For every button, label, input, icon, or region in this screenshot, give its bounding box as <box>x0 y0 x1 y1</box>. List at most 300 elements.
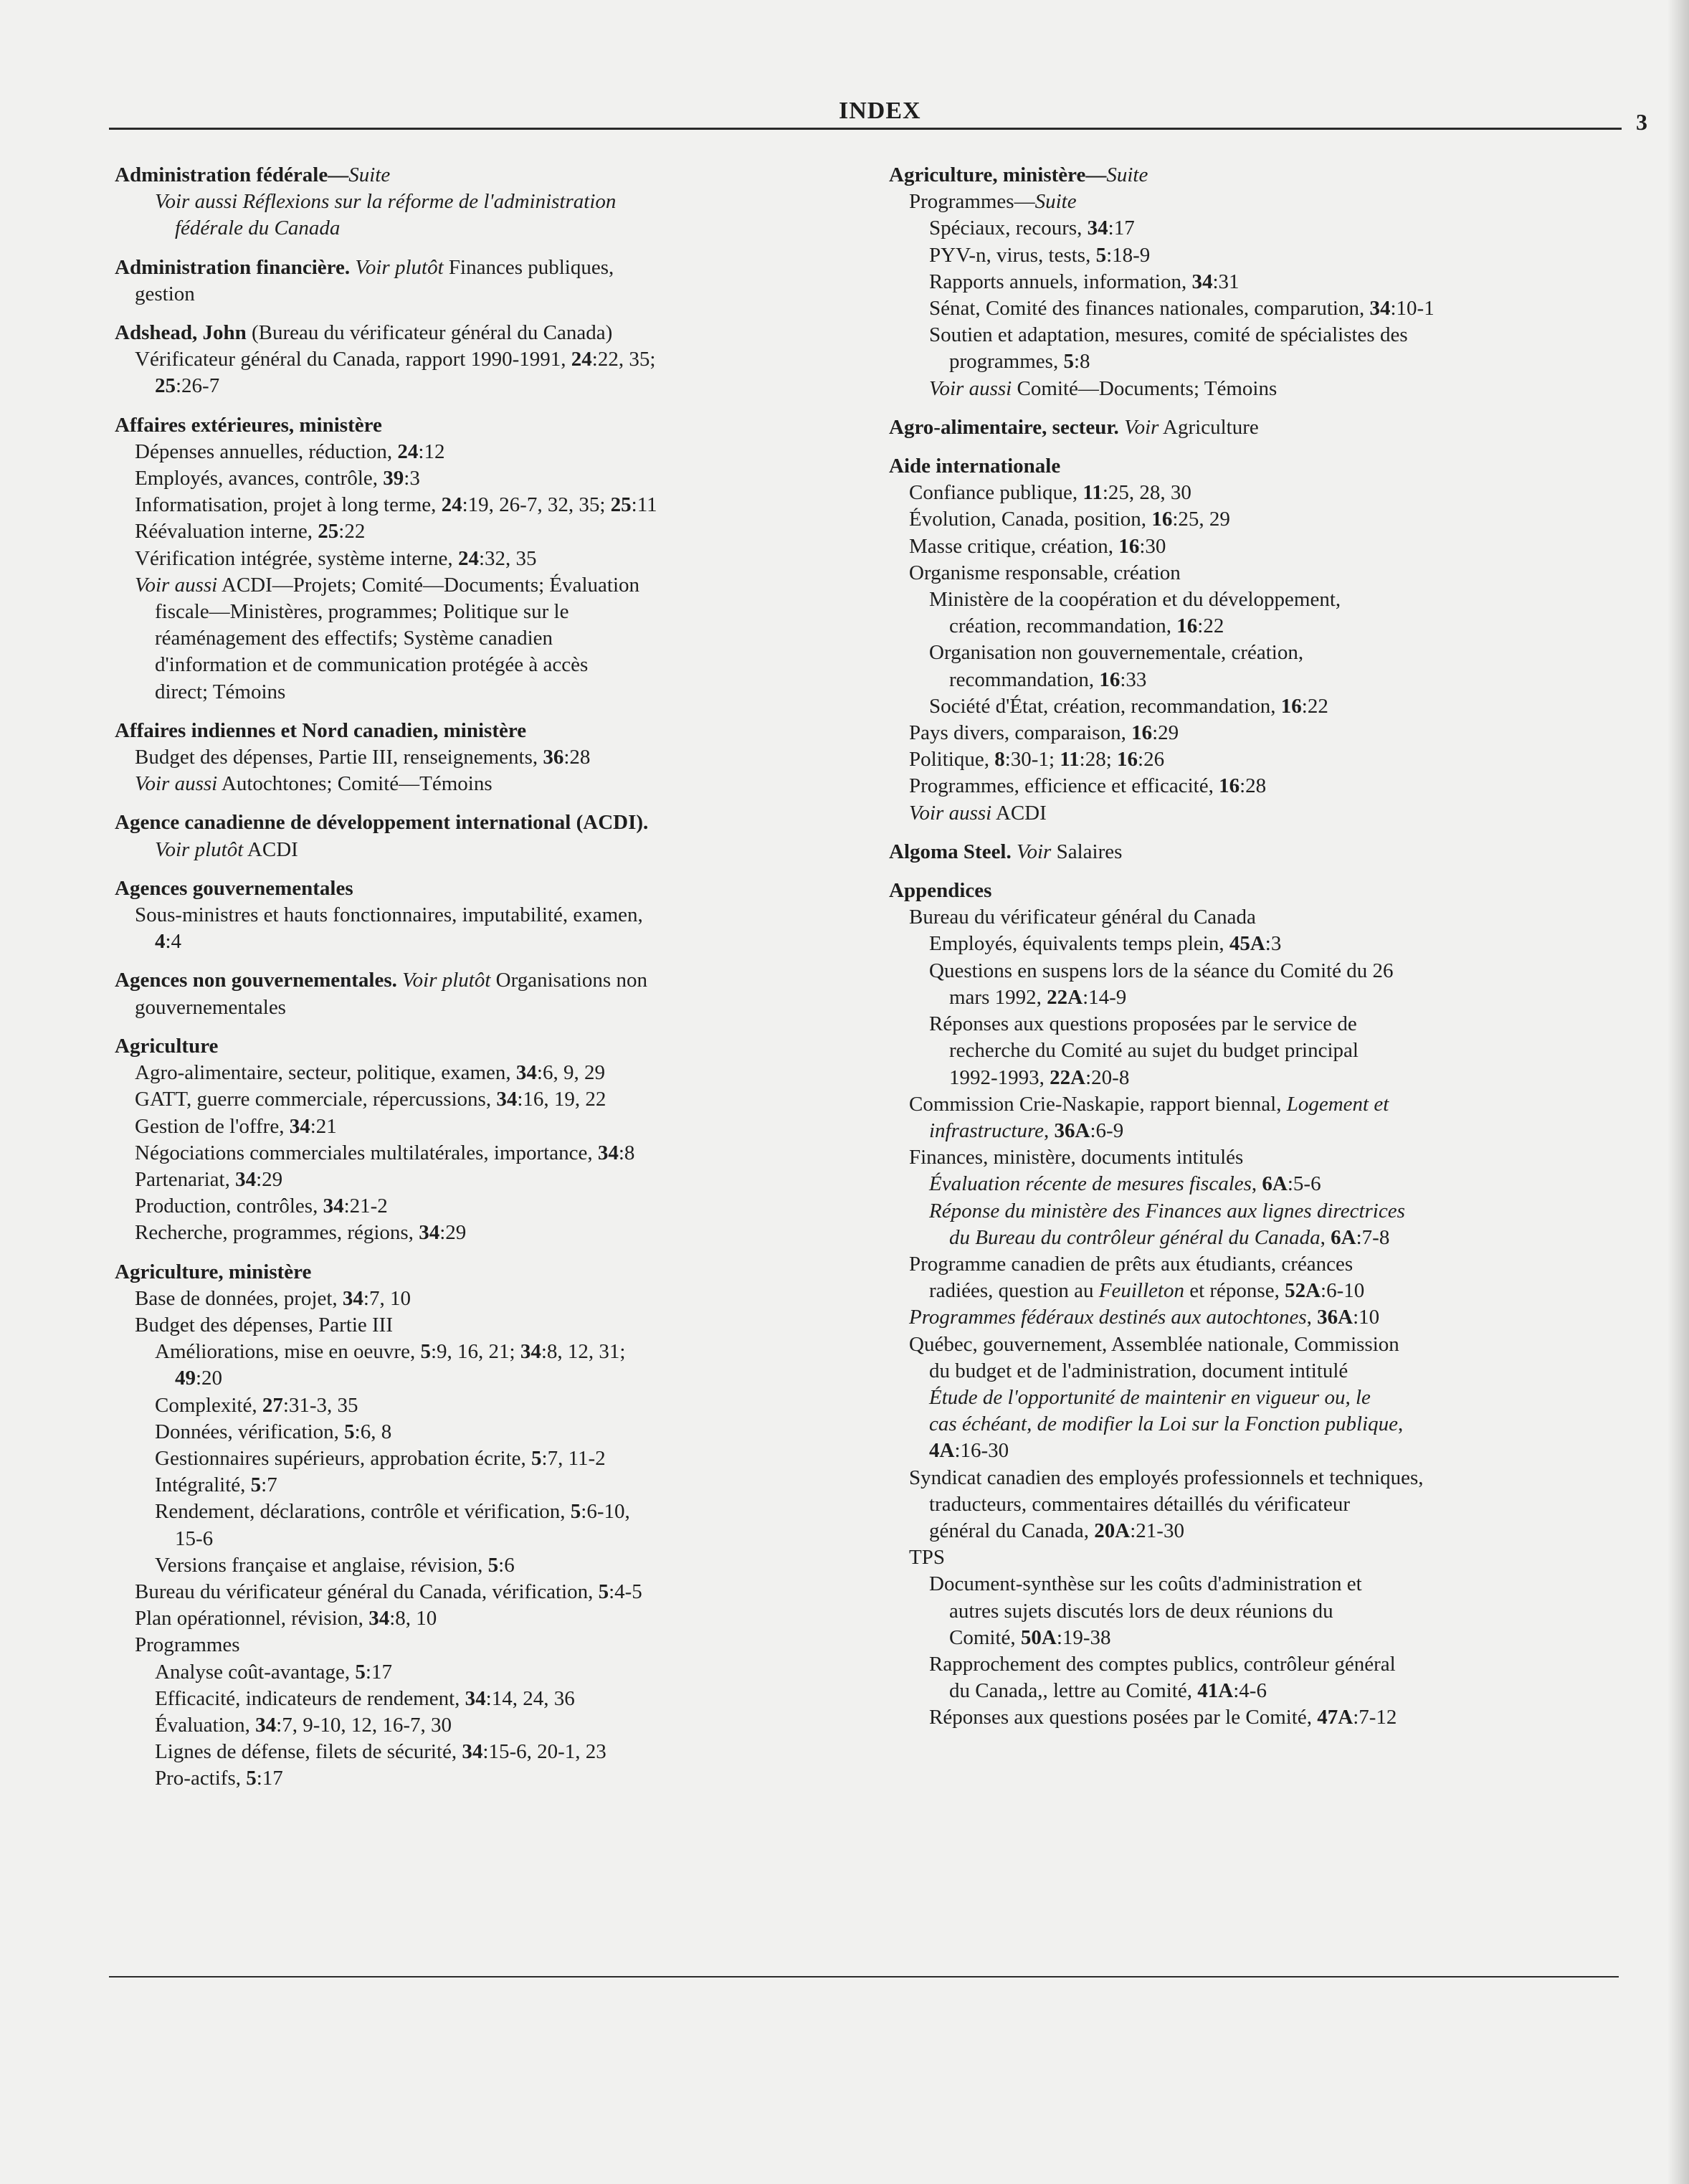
entry-text: Partenariat, <box>135 1167 236 1191</box>
entry-text: :8 <box>1073 350 1090 374</box>
page-edge-shadow <box>1667 0 1689 2184</box>
entry-text: :19, 26-7, 32, 35; <box>462 493 611 517</box>
index-subentry <box>889 931 1642 957</box>
italic-text: Voir aussi <box>909 801 992 825</box>
entry-text: Données, vérification, <box>155 1420 345 1443</box>
index-subentry <box>115 346 867 373</box>
bold-text: 45A <box>1229 932 1265 956</box>
index-heading <box>115 162 867 189</box>
entry-text: Analyse coût-avantage, <box>155 1660 356 1684</box>
entry-text: Budget des dépenses, Partie III <box>135 1313 393 1336</box>
bold-text: 5 <box>1063 350 1074 374</box>
entry-text: Agro-alimentaire, secteur, politique, examen, <box>135 1061 516 1085</box>
entry-text: Organisations non <box>490 969 647 992</box>
bold-text: 5 <box>1095 243 1107 267</box>
entry-text: :29 <box>439 1221 467 1245</box>
bold-text: Agriculture, ministère— <box>889 163 1107 186</box>
entry-text: :4-5 <box>609 1580 642 1603</box>
entry-text: Intégralité, <box>155 1473 251 1497</box>
index-entry <box>115 1259 867 1793</box>
entry-text: , <box>1398 1413 1404 1436</box>
entry-text: Vérification intégrée, système interne, <box>135 546 458 570</box>
index-heading <box>115 1259 867 1286</box>
index-subentry <box>889 1358 1642 1385</box>
index-subentry <box>889 480 1642 506</box>
entry-text: Évaluation, <box>155 1713 256 1737</box>
entry-text: Budget des dépenses, Partie III, renseignements, <box>135 746 543 769</box>
index-subentry <box>115 1419 867 1445</box>
index-entry <box>115 162 867 242</box>
entry-text: :10 <box>1353 1306 1380 1329</box>
italic-text: Voir plutôt <box>402 969 491 992</box>
entry-text: Employés, avances, contrôle, <box>135 467 384 490</box>
index-subentry <box>889 667 1642 693</box>
index-subentry <box>115 1659 867 1686</box>
entry-text: :28; <box>1079 748 1118 771</box>
entry-text: Sous-ministres et hauts fonctionnaires, imputabilité, examen, <box>135 903 643 927</box>
italic-text: Voir plutôt <box>355 255 444 279</box>
index-subentry <box>115 373 867 399</box>
bold-text: Agriculture, ministère <box>115 1260 312 1283</box>
entry-text: Sénat, Comité des finances nationales, comparution, <box>929 297 1370 321</box>
entry-text: :25, 29 <box>1172 508 1230 531</box>
entry-text: :29 <box>1152 721 1179 745</box>
page-number: 3 <box>1636 109 1647 135</box>
entry-text: Évolution, Canada, position, <box>909 508 1152 531</box>
index-heading <box>115 255 867 281</box>
entry-text: Salaires <box>1051 840 1123 863</box>
entry-text: :21-2 <box>343 1195 388 1218</box>
index-subentry <box>889 1118 1642 1144</box>
bold-text: 34 <box>496 1088 518 1111</box>
entry-text: Efficacité, indicateurs de rendement, <box>155 1686 465 1710</box>
entry-text: :30-1; <box>1004 748 1060 771</box>
entry-text: Rapprochement des comptes publics, contrôleur général <box>929 1652 1396 1676</box>
entry-text: :21-30 <box>1130 1519 1184 1542</box>
bold-text: 27 <box>262 1393 283 1417</box>
entry-text: :6, 8 <box>354 1420 392 1443</box>
entry-text: :31 <box>1212 270 1240 293</box>
bold-text: 5 <box>250 1473 262 1497</box>
index-subentry <box>115 465 867 492</box>
entry-text: :28 <box>563 746 591 769</box>
bold-text: 25 <box>155 374 176 398</box>
entry-text: :16, 19, 22 <box>517 1088 606 1111</box>
entry-text: :20-8 <box>1085 1065 1130 1089</box>
entry-text: Base de données, projet, <box>135 1286 343 1310</box>
index-subentry <box>889 1251 1642 1278</box>
entry-text: radiées, question au <box>929 1279 1099 1303</box>
index-subentry <box>889 506 1642 533</box>
bold-text: 16 <box>1118 534 1140 558</box>
entry-text: recommandation, <box>949 668 1100 691</box>
index-heading <box>115 875 867 902</box>
italic-text: Voir aussi <box>135 573 218 597</box>
index-subentry <box>889 560 1642 587</box>
bold-text: 5 <box>344 1420 355 1443</box>
bold-text: 16 <box>1131 721 1153 745</box>
index-subentry <box>115 1552 867 1579</box>
entry-text: général du Canada, <box>929 1519 1095 1542</box>
index-subentry <box>889 533 1642 560</box>
index-subentry <box>889 1571 1642 1597</box>
entry-text: mars 1992, <box>949 985 1047 1009</box>
index-subentry <box>115 1220 867 1246</box>
index-entry <box>889 162 1642 402</box>
entry-text: Plan opérationnel, révision, <box>135 1607 369 1630</box>
bold-text: 34 <box>1369 297 1391 321</box>
index-subentry <box>889 269 1642 295</box>
entry-text: ACDI <box>991 801 1047 825</box>
entry-text: :4-6 <box>1233 1679 1267 1703</box>
entry-text: :7-8 <box>1356 1225 1390 1249</box>
bold-text: 24 <box>397 440 419 463</box>
entry-text: Rendement, déclarations, contrôle et vérification, <box>155 1500 571 1524</box>
entry-text: création, recommandation, <box>949 614 1177 638</box>
index-subentry <box>115 1365 867 1392</box>
bold-text: 50A <box>1020 1625 1057 1649</box>
entry-text: :12 <box>418 440 445 463</box>
index-subentry <box>115 744 867 771</box>
bold-text: 5 <box>531 1446 542 1470</box>
index-entry <box>115 412 867 706</box>
entry-text: direct; Témoins <box>155 680 286 703</box>
italic-text: Voir aussi <box>929 376 1012 400</box>
entry-text: du Canada,, lettre au Comité, <box>949 1679 1198 1703</box>
index-subentry <box>115 652 867 678</box>
entry-text: Autochtones; Comité—Témoins <box>217 772 493 796</box>
entry-text: :4 <box>165 930 182 954</box>
entry-text: Bureau du vérificateur général du Canada, vérification, <box>135 1580 599 1603</box>
bold-text: 34 <box>323 1195 344 1218</box>
index-heading <box>889 162 1642 189</box>
bold-text: 20A <box>1094 1519 1131 1542</box>
index-subentry <box>889 613 1642 640</box>
bold-text: Aide internationale <box>889 455 1061 478</box>
entry-text: Commission Crie-Naskapie, rapport biennal, <box>909 1092 1287 1116</box>
entry-text: Vérificateur général du Canada, rapport 1990-1991, <box>135 348 571 371</box>
bold-text: 25 <box>318 520 339 543</box>
entry-text: (Bureau du vérificateur général du Canada) <box>246 321 613 345</box>
entry-text: Masse critique, création, <box>909 534 1119 558</box>
index-entry <box>115 1033 867 1247</box>
index-subentry <box>115 1445 867 1472</box>
bold-text: 34 <box>342 1286 363 1310</box>
index-subentry <box>889 376 1642 402</box>
entry-text: Gestionnaires supérieurs, approbation écrite, <box>155 1446 532 1470</box>
index-heading <box>115 718 867 744</box>
bold-text: Agence canadienne de développement international (ACDI). <box>115 811 649 835</box>
bold-text: 22A <box>1050 1065 1086 1089</box>
index-subentry <box>889 1225 1642 1251</box>
entry-text: Confiance publique, <box>909 481 1083 505</box>
index-subentry <box>115 1286 867 1312</box>
entry-text: Société d'État, création, recommandation, <box>929 694 1281 718</box>
index-subentry <box>115 1392 867 1419</box>
italic-text: Voir <box>1017 840 1052 863</box>
index-subentry <box>115 837 867 863</box>
entry-text: :16-30 <box>954 1439 1009 1463</box>
entry-text: :22 <box>338 520 366 543</box>
index-subentry <box>889 1411 1642 1438</box>
bold-text: 36 <box>543 746 564 769</box>
italic-text: du Bureau du contrôleur général du Canada <box>949 1225 1321 1249</box>
index-subentry <box>115 1499 867 1525</box>
entry-text: , <box>1044 1119 1055 1142</box>
index-subentry <box>115 546 867 572</box>
index-entry <box>115 255 867 308</box>
entry-text: :14, 24, 36 <box>485 1686 575 1710</box>
index-subentry <box>115 1712 867 1739</box>
entry-text: GATT, guerre commerciale, répercussions, <box>135 1088 497 1111</box>
entry-text: :21 <box>310 1114 337 1138</box>
bold-text: 34 <box>235 1167 257 1191</box>
bold-text: 34 <box>255 1713 277 1737</box>
entry-text: :9, 16, 21; <box>430 1340 520 1364</box>
index-subentry <box>889 1091 1642 1118</box>
bold-text: 16 <box>1117 748 1138 771</box>
index-subentry <box>889 746 1642 773</box>
index-subentry <box>115 1140 867 1167</box>
bold-text: 34 <box>289 1114 310 1138</box>
entry-text: Améliorations, mise en oeuvre, <box>155 1340 421 1364</box>
index-entry <box>889 414 1642 441</box>
entry-text: Pro-actifs, <box>155 1767 247 1790</box>
bold-text: 6A <box>1262 1172 1288 1196</box>
entry-text: , <box>1251 1172 1262 1196</box>
index-subentry <box>889 720 1642 746</box>
italic-text: Réponse du ministère des Finances aux lignes directrices <box>929 1199 1405 1222</box>
entry-text: :29 <box>256 1167 283 1191</box>
italic-text: Étude de l'opportunité de maintenir en vigueur ou, le <box>929 1385 1371 1409</box>
index-entry <box>889 839 1642 865</box>
index-subentry <box>115 492 867 518</box>
entry-text: :20 <box>196 1367 223 1390</box>
index-subentry <box>889 1065 1642 1091</box>
index-heading <box>889 878 1642 904</box>
entry-text: :11 <box>631 493 657 517</box>
index-subentry <box>889 958 1642 984</box>
index-subentry <box>889 640 1642 666</box>
entry-text: :3 <box>404 467 420 490</box>
italic-text: Programmes fédéraux destinés aux autochtones <box>909 1306 1307 1329</box>
entry-text: Agriculture <box>1158 415 1259 439</box>
entry-text: :6 <box>498 1553 515 1577</box>
entry-text: Organisme responsable, création <box>909 561 1181 584</box>
entry-text: Programme canadien de prêts aux étudiants, créances <box>909 1252 1353 1276</box>
bold-text: 34 <box>597 1141 619 1164</box>
bold-text: 34 <box>462 1740 483 1764</box>
entry-text: Gestion de l'offre, <box>135 1114 290 1138</box>
bold-text: 6A <box>1331 1225 1356 1249</box>
bold-text: 5 <box>598 1580 609 1603</box>
index-subentry <box>115 1739 867 1765</box>
italic-text: cas échéant, de modifier la Loi sur la Fonction publique <box>929 1413 1399 1436</box>
italic-text: Voir aussi Réflexions sur la réforme de l'administration <box>155 190 617 214</box>
index-subentry <box>115 215 867 242</box>
bold-text: 34 <box>520 1340 541 1364</box>
bold-text: Adshead, John <box>115 321 247 345</box>
entry-text: :3 <box>1265 932 1282 956</box>
entry-text: :17 <box>1108 217 1135 240</box>
entry-text: Finances, ministère, documents intitulés <box>909 1146 1244 1169</box>
entry-text: Spéciaux, recours, <box>929 217 1088 240</box>
entry-text: :10-1 <box>1390 297 1435 321</box>
entry-text: 15-6 <box>175 1527 214 1550</box>
index-subentry <box>889 773 1642 799</box>
entry-text: Programmes— <box>909 190 1035 214</box>
entry-text: :14-9 <box>1083 985 1127 1009</box>
entry-text: :26-7 <box>176 374 220 398</box>
bold-text: 22A <box>1047 985 1083 1009</box>
index-subentry <box>889 904 1642 931</box>
bold-text: 24 <box>571 348 592 371</box>
index-subentry <box>115 1605 867 1632</box>
index-subentry <box>115 518 867 545</box>
entry-text: Production, contrôles, <box>135 1195 323 1218</box>
entry-text: :28 <box>1240 774 1267 798</box>
entry-text: Rapports annuels, information, <box>929 270 1192 293</box>
entry-text: :15-6, 20-1, 23 <box>482 1740 606 1764</box>
bold-text: Agriculture <box>115 1034 219 1058</box>
italic-text: Voir <box>1124 415 1159 439</box>
entry-text <box>1119 416 1124 439</box>
bold-text: 5 <box>420 1340 431 1364</box>
entry-text: et réponse, <box>1184 1279 1285 1303</box>
index-subentry <box>115 1632 867 1658</box>
bold-text: 4A <box>929 1439 955 1463</box>
index-heading <box>115 320 867 346</box>
bold-text: 24 <box>457 546 479 570</box>
bold-text: Agences non gouvernementales. <box>115 969 397 992</box>
index-heading <box>115 967 867 994</box>
entry-text: traducteurs, commentaires détaillés du vérificateur <box>929 1492 1350 1516</box>
entry-text: ACDI—Projets; Comité—Documents; Évaluation <box>217 573 640 597</box>
entry-text: Informatisation, projet à long terme, <box>135 493 442 517</box>
entry-text: ACDI <box>243 837 298 861</box>
index-subentry <box>115 902 867 929</box>
italic-text: Évaluation récente de mesures fiscales <box>929 1172 1252 1196</box>
entry-text: 1992-1993, <box>949 1065 1050 1089</box>
bold-text: 25 <box>610 493 632 517</box>
entry-text: Questions en suspens lors de la séance du Comité du 26 <box>929 959 1394 982</box>
index-subentry <box>889 1038 1642 1064</box>
bold-text: 5 <box>570 1500 581 1524</box>
index-heading <box>115 412 867 439</box>
index-subentry <box>889 1385 1642 1411</box>
entry-text: :30 <box>1139 534 1166 558</box>
entry-text: gouvernementales <box>135 995 286 1019</box>
bold-text: 52A <box>1285 1279 1321 1303</box>
entry-text: :33 <box>1120 668 1147 691</box>
entry-text: :22, 35; <box>591 348 656 371</box>
index-subentry <box>889 1331 1642 1358</box>
index-heading <box>889 839 1642 865</box>
bold-text: Administration financière. <box>115 255 351 279</box>
index-subentry <box>115 1167 867 1193</box>
index-subentry <box>889 348 1642 375</box>
bold-text: 34 <box>1191 270 1213 293</box>
entry-text: réaménagement des effectifs; Système canadien <box>155 627 553 650</box>
index-subentry <box>889 1651 1642 1678</box>
running-head-title: INDEX <box>839 98 921 124</box>
entry-text: gestion <box>135 282 195 305</box>
index-subentry <box>115 679 867 706</box>
bold-text: 11 <box>1083 481 1103 505</box>
entry-text: Réponses aux questions proposées par le service de <box>929 1012 1357 1036</box>
entry-text: :8, 12, 31; <box>541 1340 626 1364</box>
index-subentry <box>889 587 1642 613</box>
entry-text: :5-6 <box>1287 1172 1321 1196</box>
entry-text: Réponses aux questions posées par le Comité, <box>929 1706 1318 1729</box>
index-subentry <box>889 1278 1642 1304</box>
index-subentry <box>889 215 1642 242</box>
entry-text: :7-12 <box>1353 1706 1397 1729</box>
index-subentry <box>889 1704 1642 1731</box>
index-entry <box>115 967 867 1020</box>
entry-text: Ministère de la coopération et du développement, <box>929 588 1341 612</box>
italic-text: fédérale du Canada <box>175 217 341 240</box>
entry-text: Employés, équivalents temps plein, <box>929 932 1229 956</box>
bold-text: 34 <box>1087 217 1108 240</box>
index-entry <box>115 809 867 863</box>
entry-text: :18-9 <box>1106 243 1151 267</box>
entry-text: :7 <box>261 1473 277 1497</box>
entry-text: :17 <box>256 1767 283 1790</box>
italic-text: Suite <box>348 163 391 186</box>
bold-text: 16 <box>1280 694 1302 718</box>
index-subentry <box>889 1465 1642 1491</box>
index-subentry <box>115 1579 867 1605</box>
bold-text: 5 <box>246 1767 257 1790</box>
bold-text: 34 <box>419 1221 440 1245</box>
index-subentry <box>115 1312 867 1339</box>
entry-text: d'information et de communication protégée à accès <box>155 653 589 677</box>
entry-text: Négociations commerciales multilatérales, importance, <box>135 1141 598 1164</box>
bold-text: Appendices <box>889 879 992 903</box>
entry-text: Dépenses annuelles, réduction, <box>135 440 398 463</box>
index-subentry <box>889 1438 1642 1464</box>
bold-text: Agences gouvernementales <box>115 876 353 900</box>
index-entry <box>889 453 1642 827</box>
bold-text: 34 <box>515 1061 537 1085</box>
bold-text: 16 <box>1219 774 1240 798</box>
bold-text: 24 <box>441 493 462 517</box>
italic-text: Suite <box>1034 190 1077 214</box>
index-subentry <box>115 1339 867 1365</box>
entry-text: du budget et de l'administration, document intitulé <box>929 1359 1348 1382</box>
index-subentry <box>889 1491 1642 1518</box>
index-subentry <box>115 1526 867 1552</box>
entry-text: programmes, <box>949 350 1064 374</box>
index-subentry <box>889 295 1642 322</box>
index-subentry <box>889 189 1642 215</box>
entry-text: Finances publiques, <box>443 255 614 279</box>
bold-text: Administration fédérale— <box>115 163 349 186</box>
index-heading <box>115 809 867 836</box>
index-subentry <box>889 800 1642 827</box>
bold-text: 39 <box>383 467 404 490</box>
bold-text: Agro-alimentaire, secteur. <box>889 415 1119 439</box>
index-subentry <box>115 1765 867 1792</box>
index-subentry <box>889 1171 1642 1197</box>
entry-text: :22 <box>1197 614 1224 638</box>
italic-text: Logement et <box>1286 1092 1389 1116</box>
entry-text: PYV-n, virus, tests, <box>929 243 1096 267</box>
entry-text: :6-10, <box>581 1500 630 1524</box>
bold-text: 8 <box>994 748 1005 771</box>
index-subentry <box>889 1678 1642 1704</box>
